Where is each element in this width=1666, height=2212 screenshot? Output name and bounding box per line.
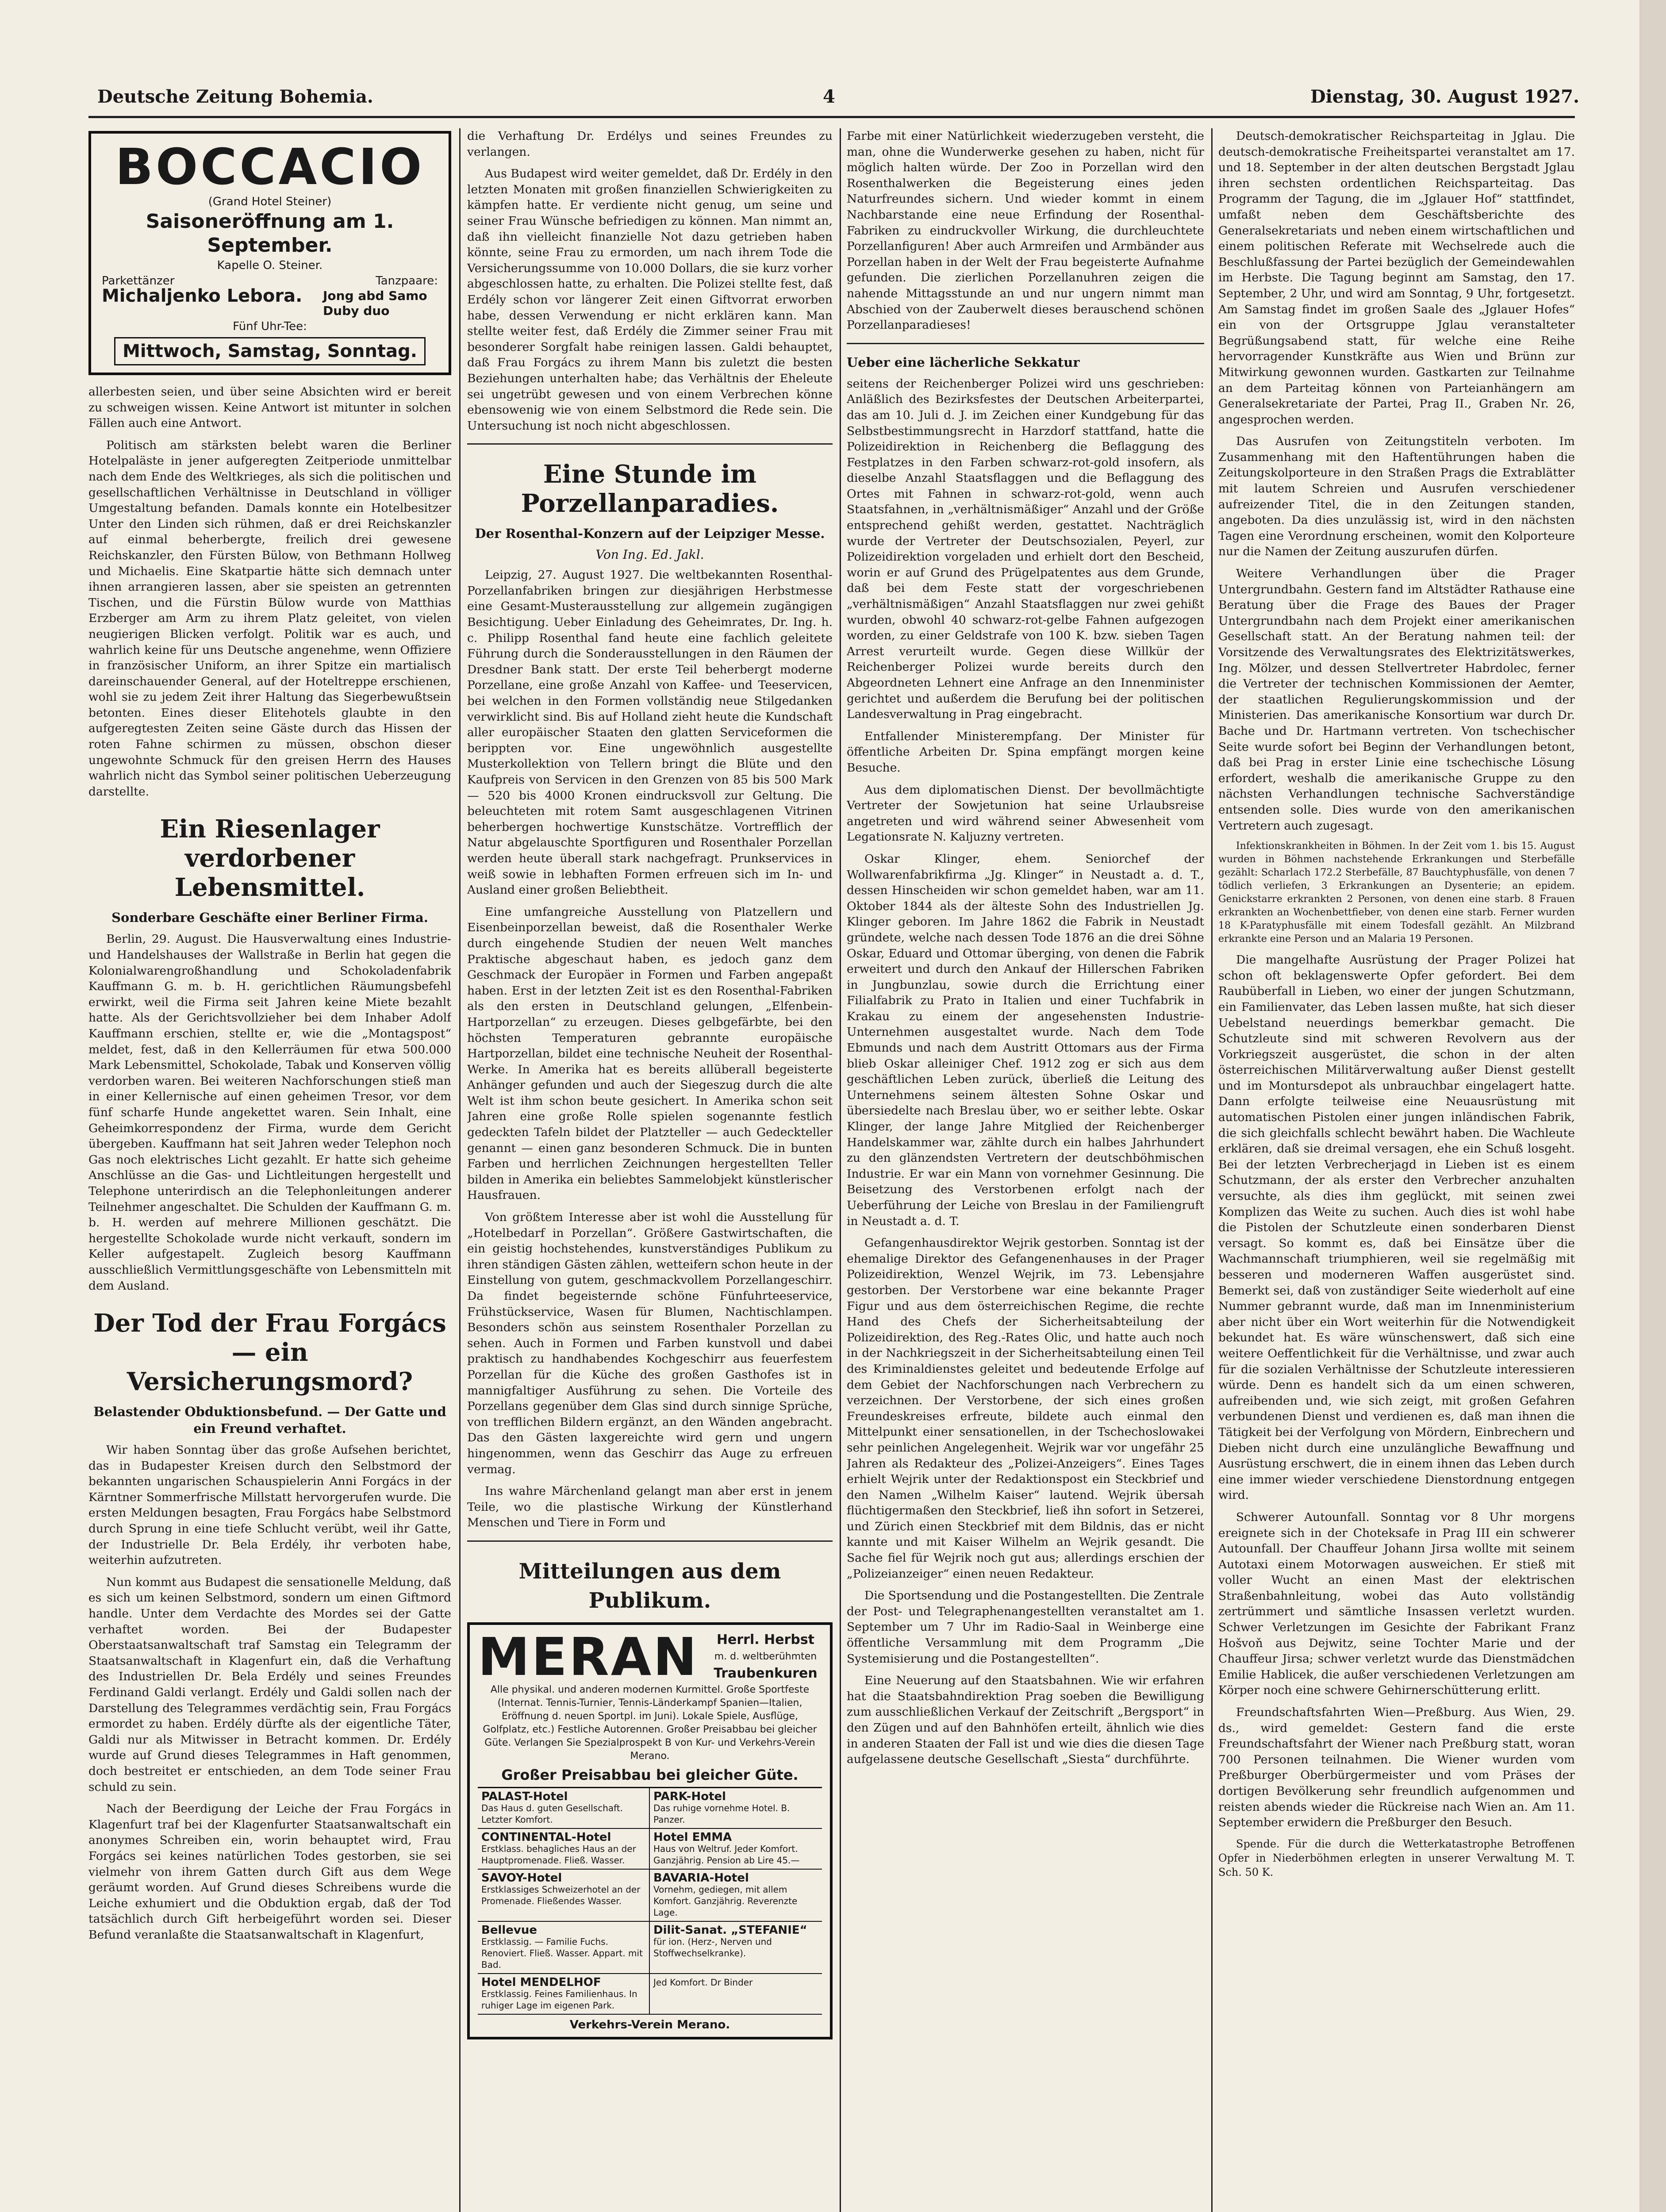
section-headline: Mitteilungen aus dem Publikum. [518,1559,781,1613]
page-edge [1639,0,1666,2212]
hotel-desc: für ion. (Herz-, Nerven und Stoffwechselkranke). [653,1936,772,1959]
hotel-name: BAVARIA-Hotel [653,1871,749,1885]
column-2 [467,128,833,2212]
paragraph: Die Sportsendung und die Postangestellten. Die Zentrale der Post- und Telegraphenangestellten veranstaltet am 1. September um 7 Uhr im Radio-Saal in Weinberge eine öffentliche Versammlung mit dem Programm „Die Systemisierung und die Postangestellten“. [847,1589,1204,1666]
paragraph: Weitere Verhandlungen über die Prager Untergrundbahn. Gestern fand im Altstädter Rathause eine Beratung über die Frage des Baues der Prager Untergrundbahn nach dem Projekt einer amerikanischen Gesellschaft statt. An der Beratung nahmen teil: der Vorsitzende des Verwaltungsrates des Elektrizitätswerkes, Ing. Mölzer, und dessen Stellvertreter Habrdolec, ferner die Vertreter der technischen Kommissionen der Aemter, der staatlichen Regulierungskommission und der Ministerien. Das amerikanische Konsortium war durch Dr. Bache und Dr. Hartmann vertreten. Von tschechischer Seite wurde sofort bei Beginn der Verhandlungen betont, daß bei Prag in erster Linie eine tschechische Lösung erfordert, weshalb die amerikanische Gruppe zu den nächsten Verhandlungen technische Sachverständige entsenden solle. Dies wurde von den amerikanischen Vertretern auch zugesagt. [1218,567,1575,833]
hotel-grid [478,1787,822,2015]
paragraph: Schwerer Autounfall. Sonntag vor 8 Uhr morgens ereignete sich in der Choteksafe in Prag III ein schwerer Autounfall. Der Chauffeur Johann Jirsa wollte mit seinem Autotaxi einem Motorwagen ausweichen. Er stieß mit voller Wucht an einen Mast der elektrischen Straßenbahnleitung, wobei das Auto vollständig zertrümmert und sämtliche Insassen verletzt wurden. Schwer Verletzungen im Gesichte der Fabrikant Franz Hošvoň aus Dejwitz, seine Tochter Marie und der Chauffeur Jirsa; schwer verletzt wurde das Dienstmädchen Emilie Hablicek, die außer verschiedenen Verletzungen am Körper noch eine schwere Gehirnerschütterung erlitt. [1218,1510,1575,1697]
paragraph: Farbe mit einer Natürlichkeit wiederzugeben versteht, die man, ohne die Wunderwerke gesehen zu haben, nicht für möglich halten würde. Der Zoo in Porzellan wird den Rosenthalwerken die Begeisterung eines jeden Naturfreundes sichern. Und wieder kommt in einem Nachbarstande eine neue Erfindung der Rosenthal-Fabriken zu eindruckvoller Wirkung, die durchleuchtete Porzellanfiguren! Aber auch Armreifen und Armbänder aus Porzellan haben in der Welt der Frau begeisterte Aufnahme gefunden. Die zierlichen Porzellanuhren zeigen die nahende Mittagsstunde an und nur ungern nimmt man Abschied von der Zauberwelt dieses berauschend schönen Porzellanparadieses! [847,129,1204,332]
hotel-cell [478,1788,650,1829]
hotel-desc: Jed Komfort. Dr Binder [653,1977,753,1988]
paragraph: Nun kommt aus Budapest die sensationelle Meldung, daß es sich um keinen Selbstmord, sondern um einen Giftmord handle. Unter dem Verdachte des Mordes sei der Gatte verhaftet worden. Bei der Budapester Oberstaatsanwaltschaft traf Samstag ein Telegramm der Staatsanwaltschaft in Klagenfurt ein, daß die Verhaftung des Industriellen Dr. Bela Erdély und seines Freundes Ferdinand Galdi verlangt. Erdély und Galdi sollen nach der Darstellung des Telegrammes verdächtig sein, Frau Forgács ermordet zu haben. Erdély dürfte als der eigentliche Täter, Galdi nur als Mitwisser in Betracht kommen. Dr. Erdély wurde auf Grund dieses Telegrammes in Haft genommen, doch bestreitet er entschieden, an dem Tode seiner Frau schuld zu sein. [88,1575,451,1794]
meran-r3: Traubenkuren [714,1665,818,1681]
hotel-name: Bellevue [481,1923,537,1937]
hotel-cell [478,1870,650,1922]
ad-right-2: Jong abd Samo Duby duo [323,288,427,318]
paragraph: Von größtem Interesse aber ist wohl die Ausstellung für „Hotelbedarf in Porzellan“. Größere Gastwirtschaften, die ein geistig hochstehendes, kunstverständiges Publikum zu ihren ständigen Gästen zählen, wetteifern schon heute in der Einstellung von gutem, geschmackvollem Porzellangeschirr. Da findet begeisternde schöne Fünfuhrteeservice, Frühstückservice, Wasen für Blumen, Nachtischlampen. Besonders schön aus seinstem Rosenthaler Porzellan zu sehen. Auch in Formen und Farben kunstvoll und dabei praktisch zu handhabendes Kochgeschirr aus feuerfestem Porzellan für die Küche des großen Gasthofes ist in mannigfaltiger Ausführung zu sehen. Die Vorteile des Porzellans gegenüber dem Glas sind durch sinnige Sprüche, von trefflichen Bildern ergänzt, an den Wänden angebracht. Das den Gästen laxgereichte wird gern und ungern hingenommen, wenn das Geschirr das Auge zu erfreuen vermag. [467,1210,833,1476]
ad-title: BOCCACIO [115,138,425,196]
column-3 [847,128,1204,2212]
column-rule [840,128,841,2212]
section-divider [467,443,833,445]
ad-subtitle: (Grand Hotel Steiner) [208,195,332,208]
hotel-desc: Erstklass. behagliches Haus an der Hauptpromenade. Fließ. Wasser. [481,1843,636,1866]
paragraph: Berlin, 29. August. Die Hausverwaltung eines Industrie- und Handelshauses der Wallstraße in Berlin hat gegen die Kolonialwarengroßhandlung und Schokoladenfabrik Kauffmann G. m. b. H. gerichtlichen Räumungsbefehl erwirkt, weil die Firma seit Jahren keine Miete bezahlt hatte. Als der Gerichtsvollzieher bei dem Inhaber Adolf Kauffmann erschien, stellte er, wie die „Montagspost“ meldet, fest, daß in den Kellerräumen für etwa 500.000 Mark Lebensmittel, Schokolade, Tabak und Konserven völlig verdorben waren. Bei weiteren Nachforschungen stieß man in einer Kellernische auf einen geheimen Tresor, vor dem fünf scharfe Hunde angekettet waren. Sein Inhalt, eine Geheimkorrespondenz der Firma, wurde dem Gericht übergeben. Kauffmann hat seit Jahren weder Telephon noch Gas noch elektrisches Licht gezahlt. Er hatte sich geheime Anschlüsse an die Gas- und Lichtleitungen hergestellt und Telephone unterirdisch an die Telephonleitungen anderer Teilnehmer angeschaltet. Die Schulden der Kauffmann G. m. b. H. werden auf mehrere Millionen geschätzt. Die hergestellte Schokolade wurde nicht verkauft, sondern im Keller aufgestapelt. Zugleich besorg Kauffmann ausschließlich Vermittlungsgeschäfte von Lebensmitteln mit dem Ausland. [88,932,451,1293]
hotel-name: Dilit-Sanat. „STEFANIE“ [653,1923,807,1937]
paragraph: Nach der Beerdigung der Leiche der Frau Forgács in Klagenfurt traf bei der Klagenfurter Staatsanwaltschaft ein anonymes Schreiben ein, worin behauptet wird, Frau Forgács sei keines natürlichen Todes gestorben, sie sei vielmehr von ihrem Gatten durch Gift aus dem Wege geräumt worden. Auf Grund dieses Schreibens wurde die Leiche exhumiert und die Obduktion ergab, daß der Tod tatsächlich durch Gift herbeigeführt worden sei. Dieser Befund veranlaßte die Staatsanwaltschaft in Klagenfurt, [88,1802,451,1942]
hotel-cell [478,1922,650,1974]
paragraph: Das Ausrufen von Zeitungstiteln verboten. Im Zusammenhang mit den Haftentührungen haben die Zeitungskolporteure in den Straßen Prags die Extrablätter mit lautem Schreien und Ausrufen verschiedener aufreizender Titel, die in den Zeitungen standen, angeboten. Da dies unzulässig ist, wird in den nächsten Tagen eine Verordnung erscheinen, womit den Kolporteure nur die Namen der Zeitung auszurufen dürfen. [1218,434,1575,559]
hotel-name: PALAST-Hotel [481,1790,568,1803]
column-4 [1218,128,1575,2212]
ad-band: Kapelle O. Steiner. [217,259,323,272]
paragraph: die Verhaftung Dr. Erdélys und seines Freundes zu verlangen. [467,129,833,159]
page-number: 4 [823,86,835,107]
paragraph: seitens der Reichenberger Polizei wird uns geschrieben: Anläßlich des Bezirksfestes der Deutschen Arbeiterpartei, das am 10. Juli d. J. im Zeichen einer Kundgebung für das Selbstbestimmungsrecht in Harzdorf stattfand, hatte die Polizeidirektion in Reichenberg die Beflaggung des Festplatzes in den Farben schwarz-rot-gold insofern, als dieselbe Anzahl Staatsflaggen und die Beflaggung des Ortes mit Fahnen in schwarz-rot-gold, wenn auch Staatsfahnen, in „verhältnismäßiger“ Anzahl und der Größe entsprechend gehißt werden, gestattet. Nachträglich wurde der Vertreter der Deutschsozialen, Peyerl, zur Polizeidirektion vorgeladen und erhielt dort den Bescheid, worin er auf Grund des Prügelpatentes aus dem Grunde, daß bei dem Feste statt der vorgeschriebenen „verhältnismäßigen“ Anzahl Staatsflaggen nur zwei gehißt wurden, obwohl 40 schwarz-rot-gelbe Fahnen aufgezogen worden, zu einer Geldstrafe von 100 K. bzw. sieben Tagen Arrest verurteilt wurde. Gegen diese Willkür der Reichenberger Polizei wurde bereits durch den Abgeordneten Lehnert eine Anfrage an den Innenminister gerichtet und außerdem die Berufung bei der politischen Landesverwaltung in Prag eingebracht. [847,376,1204,722]
article-headline: Ein Riesenlager verdorbener Lebensmittel. [160,814,380,902]
paragraph: Wir haben Sonntag über das große Aufsehen berichtet, das in Budapester Kreisen durch den Selbstmord der bekannten ungarischen Schauspielerin Anni Forgács in der Kärntner Sommerfrische Millstatt hervorgerufen wurde. Die ersten Meldungen besagten, Frau Forgács habe Selbstmord durch Sprung in eine tiefe Schlucht verübt, weil ihr Gatte, der Industrielle Dr. Bela Erdély, ihr verboten habe, weiterhin aufzutreten. [88,1443,451,1567]
article-headline: Eine Stunde im Porzellanparadies. [521,460,779,518]
hotel-cell [650,1788,822,1829]
hotel-name: PARK-Hotel [653,1790,726,1803]
paragraph: Politisch am stärksten belebt waren die Berliner Hotelpaläste in jener aufgeregten Zeitperiode unmittelbar nach dem Ende des Weltkrieges, als sich die politischen und gesellschaftlichen Verhältnisse in Deutschland in völliger Umgestaltung befanden. Damals konnte ein Hotelbesitzer Unter den Linden sich rühmen, daß er drei Reichskanzler auf einmal beherbergte, freilich drei gewesene Reichskanzler, den Fürsten Bülow, von Bethmann Hollweg und Michaelis. Eine Skatpartie hätte sich demnach unter ihnen arrangieren lassen, aber sie speisten an getrennten Tischen, und die Fürstin Bülow wurde von Matthias Erzberger am Arm zu ihrem Platz geleitet, von vielen neugierigen Blicken verfolgt. Politik war es auch, und wahrlich keine für uns Deutsche angenehme, wenn Offiziere in französischer Uniform, an ihrer Spitze ein martialisch dareinschauender General, auf der Hoteltreppe erschienen, wohl sie zu jedem Zeit ihrer Haltung das Siegerbewußtsein betonten. Eines dieser Elitehotels glaubte in den aufgeregtesten Zeiten seine Gäste durch das Hissen der roten Fahne schirmen zu müssen, obschon dieser ungewohnte Schmuck für den greisen Herrn des Hauses wahrlich nicht das Symbol seiner politischen Ueberzeugung darstellte. [88,438,451,799]
paragraph: Aus dem diplomatischen Dienst. Der bevollmächtigte Vertreter der Sowjetunion hat seine Urlaubsreise angetreten und wird während seiner Abwesenheit vom Legationsrate N. Kaljuzny vertreten. [847,783,1204,844]
meran-prize: Großer Preisabbau bei gleicher Güte. [501,1766,798,1783]
hotel-desc: Das ruhige vornehme Hotel. B. Panzer. [653,1802,790,1825]
hotel-desc: Erstklassiges Schweizerhotel an der Promenade. Fließendes Wasser. [481,1884,641,1906]
paragraph: Oskar Klinger, ehem. Seniorchef der Wollwarenfabrikfirma „Jg. Klinger“ in Neustadt a. d. T., dessen Hinscheiden wir schon gemeldet haben, war am 11. Oktober 1844 als der älteste Sohn des Industriellen Jg. Klinger geboren. Im Jahre 1862 die Fabrik in Neustadt gründete, welche nach dessen Tode 1876 an die drei Söhne Oskar, Eduard und Ottomar überging, von denen die Fabrik erweitert und durch den Ankauf der Hillerschen Fabriken in Jungbunzlau, sowie durch die Errichtung einer Filialfabrik zu Prato in Italien und einer Tuchfabrik in Krakau zu einem der angesehensten Industrie-Unternehmen ausgestaltet wurde. Nach dem Tode Ebmunds und nach dem Austritt Ottomars aus der Firma blieb Oskar alleiniger Chef. 1912 zog er sich aus dem geschäftlichen Leben zurück, überließ die Leitung des Unternehmens seinem ältesten Sohne Oskar und übersiedelte nach Breslau über, wo er seither lebte. Oskar Klinger, der lange Jahre Mitglied der Reichenberger Handelskammer war, zählte durch ein halbes Jahrhundert zu den glänzendsten Vertretern der deutschböhmischen Industrie. Er war ein Mann von vornehmer Gesinnung. Die Beisetzung des Verstorbenen erfolgt nach der Ueberführung der Leiche von Breslau in der Familiengruft in Neustadt a. d. T. [847,852,1204,1228]
ad-row [102,288,438,319]
hotel-desc: Haus von Weltruf. Jeder Komfort. Ganzjährig. Pension ab Lire 45.— [653,1843,800,1866]
section-divider [467,1540,833,1542]
paragraph: allerbesten seien, und über seine Absichten wird er bereit zu schweigen wissen. Keine Antwort ist mitunter in solchen Fällen auch eine Antwort. [88,385,451,430]
masthead: Deutsche Zeitung Bohemia. [97,86,373,107]
issue-date: Dienstag, 30. August 1927. [1310,86,1579,107]
paragraph: Deutsch-demokratischer Reichsparteitag in Jglau. Die deutsch-demokratische Freiheitspartei veranstaltet am 17. und 18. September in der alten deutschen Bergstadt Jglau ihren sechsten ordentlichen Reichsparteitag. Das Programm der Tagung, die im „Jglauer Hof“ stattfindet, umfaßt neben dem Geschäftsberichte des Generalsekretariats und neben einem wirtschaftlichen und einem politischen Referate mit Wechselrede auch die Beschlußfassung der Partei bezüglich der Gemeindewahlen im Herbste. Die Tagung beginnt am Samstag, den 17. September, 2 Uhr, und wird am Sonntag, 9 Uhr, fortgesetzt. Am Samstag findet im großen Saale des „Jglauer Hofes“ ein von der Ortsgruppe Jglau veranstalteter Begrüßungsabend statt, für welche eine Reihe hervorragender Kunstkräfte aus Wien und Brünn zur Mitwirkung gewonnen wurden. Gastkarten zur Teilnahme an dem Parteitag können von Parteianhängern am Generalsekretariate der Partei, Prag II., Graben Nr. 26, angesprochen werden. [1218,129,1575,426]
column-1 [88,128,451,2212]
hotel-cell [650,1870,822,1922]
paragraph: Ins wahre Märchenland gelangt man aber erst in jenem Teile, wo die plastische Wirkung der Künstlerhand Menschen und Tiere in Form und [467,1484,833,1530]
hotel-name: Hotel EMMA [653,1830,732,1844]
header-rule [88,116,1575,118]
ad-left-2: Michaljenko Lebora. [102,286,303,306]
hotel-cell [650,1829,822,1870]
ad-tea: Fünf Uhr-Tee: [233,320,307,333]
meran-text: Alle physikal. und anderen modernen Kurmittel. Große Sportfeste (Internat. Tennis-Turnier, Tennis-Länderkampf Spanien—Italien, Eröffnung d. neuen Sportpl. im Juni). Lokale Spiele, Ausflüge, Golfplatz, etc.) Festliche Autorennen. Großer Preisabbau bei gleicher Güte. Verlangen Sie Spezialprospekt B von Kur- und Verkehrs-Verein Merano. [483,1684,817,1762]
hotel-cell [478,1829,650,1870]
meran-r1: Herrl. Herbst [716,1632,815,1647]
article-subhead: Sonderbare Geschäfte einer Berliner Firma. [111,910,428,926]
column-rule [459,128,461,2212]
paragraph: Freundschaftsfahrten Wien—Preßburg. Aus Wien, 29. ds., wird gemeldet: Gestern fand die erste Freundschaftsfahrt der Wiener nach Preßburg statt, woran 700 Personen teilnahmen. Die Wiener wurden vom Preßburger Oberbürgermeister und vom Präses der dortigen Bevölkerung sehr freundlich aufgenommen und reisten abends wieder die Rückreise nach Wien an. Am 11. September erwidern die Preßburger den Besuch. [1218,1705,1575,1830]
ad-left-1: Parkettänzer [102,274,175,288]
paragraph: Eine Neuerung auf den Staatsbahnen. Wie wir erfahren hat die Staatsbahndirektion Prag soeben die Bewilligung zum ausschließlichen Verkauf der Zeitschrift „Bergsport“ in den Zügen und auf den Bahnhöfen erteilt, ähnlich wie dies in anderen Staaten der Fall ist und wie dies die diesen Tage aufgelassene deutsche Gesellschaft „Siesta“ durchführte. [847,1674,1204,1767]
paragraph: Spende. Für die durch die Wetterkatastrophe Betroffenen Opfer in Niederböhmen erlegten in unserer Verwaltung M. T. Sch. 50 K. [1218,1837,1575,1878]
meran-logo: MERAN [478,1626,699,1687]
paragraph: Gefangenhausdirektor Wejrik gestorben. Sonntag ist der ehemalige Direktor des Gefangenenhauses in der Prager Polizeidirektion, Wenzel Wejrik, im 73. Lebensjahre gestorben. Der Verstorbene war eine bekannte Prager Figur und aus dem österreichischen Regime, die rechte Hand des Chefs der Sicherheitsabteilung der Polizeidirektion, des Reg.-Rates Olic, und hatte auch noch in der Nachkriegszeit in der Sicherheitsabteilung einen Teil des Kriminaldienstes geleitet und bedeutende Erfolge auf dem Gebiet der Nachforschungen nach Verbrechern zu verzeichnen. Der Verstorbene, der sich eines großen Freundeskreises erfreute, bildete auch einmal den Mittelpunkt einer sensationellen, in der Tschechoslowakei sehr peinlichen Angelegenheit. Wejrik war vor ungefähr 25 Jahren als Redakteur des „Polizei-Anzeigers“. Eines Tages erhielt Wejrik unter der Redaktionspost ein Steckbrief und den Namen „Wilhelm Kaiser“ lautend. Wejrik übersah flüchtigermaßen den Steckbrief, ließ ihn sofort in Setzerei, und Zürich einen Steckbrief mit dem Bildnis, das er nicht kannte und mit Kaiser Wilhelm an Wejrik gesandt. Die Sache fiel für Wejrik noch gut aus; allerdings erschien der „Polizeianzeiger“ einen neuen Redakteur. [847,1236,1204,1581]
article-subhead: Belastender Obduktionsbefund. — Der Gatte und ein Freund verhaftet. [93,1404,446,1436]
hotel-cell [650,1974,822,2015]
meran-tagline [709,1632,822,1682]
hotel-desc: Erstklassig. — Familie Fuchs. Renoviert. Fließ. Wasser. Appart. mit Bad. [481,1936,643,1970]
hotel-desc: Das Haus d. guten Gesellschaft. Letzter Komfort. [481,1802,623,1825]
hotel-name: Hotel MENDELHOF [481,1975,601,1989]
paragraph: Die mangelhafte Ausrüstung der Prager Polizei hat schon oft beklagenswerte Opfer gefordert. Bei dem Raubüberfall in Lieben, wo einer der jungen Schutzmann, ein Familienvater, das Leben lassen mußte, hat sich dieser Uebelstand neuerdings bemerkbar gemacht. Die Schutzleute sind mit schweren Revolvern aus der Vorkriegszeit ausgerüstet, die schon in der alten österreichischen Militärverwaltung außer Dienst gestellt und im Montursdepot als unbrauchbar eingelagert hatte. Dann erfolgte teilweise eine Neuausrüstung mit automatischen Pistolen einer jungen inländischen Fabrik, die sich gleichfalls schlecht bewährt haben. Die Wachleute erklären, daß sie dreimal versagen, ehe ein Schuß losgeht. Bei der letzten Verbrecherjagd in Lieben ist es einem Schutzmann, der als erster den Verbrecher anzuhalten versuchte, als dies ihm geglückt, mit seinen zwei Komplizen das Weite zu suchen. Auch dies ist wohl habe die Pistolen der Schutzleute einen sonderbaren Dienst versagt. So kommt es, daß bei Einsätze über die Wachmannschaft triumphieren, weil sie regelmäßig mit besseren und moderneren Waffen ausgerüstet sind. Bemerkt sei, daß von zuständiger Seite wiederholt auf eine Nummer gebrannt wurde, daß man im Innenministerium aber nicht über ein Wort weiterhin für die Notwendigkeit bekundet hat. Es wäre wünschenswert, daß sich eine weitere Oeffentlichkeit für die Verhältnisse, und zwar auch für die sozialen Verhältnisse der Schutzleute interessieren würde. Denn es handelt sich da um einen schweren, aufreibenden und, wie sich zeigt, mit großen Gefahren verbundenen Dienst und verdienen es, daß man ihnen die Tätigkeit bei der Verfolgung von Mördern, Einbrechern und Dieben nicht durch eine unzulängliche Bewaffnung und Ausrüstung erschwert, die in einem ihnen das Leben durch eine immer wieder verschiedene Dienstordnung entgegen wird. [1218,953,1575,1502]
hotel-desc: Erstklassig. Feines Familienhaus. In ruhiger Lage im eigenen Park. [481,1988,637,2011]
hotel-cell [650,1922,822,1974]
article-subhead: Der Rosenthal-Konzern auf der Leipziger Messe. [475,526,825,541]
article-headline: Der Tod der Frau Forgács — ein Versicherungsmord? [93,1309,446,1397]
boccacio-ad [88,131,451,375]
column-rule [1211,128,1213,2212]
byline: Von Ing. Ed. Jakl. [595,547,704,562]
ad-days: Mittwoch, Samstag, Sonntag. [114,337,426,365]
hotel-name: CONTINENTAL-Hotel [481,1830,611,1844]
meran-r2: m. d. weltberühmten [714,1651,817,1662]
ad-right-1: Tanzpaare: [376,274,438,288]
paragraph: Eine umfangreiche Ausstellung von Platzellern und Eisenbeinporzellan beweist, daß die Rosenthaler Werke durch eingehende Studien der neuen Welt manches Praktische abgeschaut haben, es jedoch ganz dem Geschmack der Europäer in Formen und Farben angepaßt haben. Erst in der letzten Zeit ist es den Rosenthal-Fabriken als den ersten in Deutschland gelungen, „Elfenbein-Hartporzellan“ zu erzeugen. Dieses gelbgefärbte, bei den höchsten Temperaturen gebrannte europäische Hartporzellan, bildet eine technische Neuheit der Rosenthal-Werke. In Amerika hat es bereits allüberall begeisterte Anhänger gefunden und auch der Siegeszug durch die alte Welt ist ihm schon beute gesichert. In Amerika schon seit Jahren eine große Rolle spielen sogenannte festlich gedeckten Tafeln bildet der Platzteller — auch Gedeckteller genannt — einen ganz besonderen Schmuck. Die in bunten Farben und herrlichen Zeichnungen hergestellten Teller bilden in Amerika ein beliebtes Sammelobjekt künstlerischer Hausfrauen. [467,905,833,1202]
meran-ad [467,1622,833,2039]
article-headline: Ueber eine lächerliche Sekkatur [847,354,1080,370]
ad-season: Saisoneröffnung am 1. September. [146,210,394,257]
hotel-name: SAVOY-Hotel [481,1871,562,1885]
paragraph: Infektionskrankheiten in Böhmen. In der Zeit vom 1. bis 15. August wurden in Böhmen nachstehende Erkrankungen und Sterbefälle gezählt: Scharlach 172.2 Sterbefälle, 87 Bauchtyphusfälle, von denen 7 tödlich verliefen, 3 Erkrankungen an Dysenterie; an epidem. Genickstarre erkrankten 2 Personen, von denen eine starb. 8 Frauen erkrankten an Wochenbettfieber, von denen eine starb. Ferner wurden 18 K-Paratyphusfälle mit einem Todesfall gezählt. An Milzbrand erkrankte eine Person und an Malaria 19 Personen. [1218,841,1575,945]
meran-footer: Verkehrs-Verein Merano. [569,2018,730,2032]
hotel-desc: Vornehm, gediegen, mit allem Komfort. Ganzjährig. Reverenzte Lage. [653,1884,798,1918]
paragraph: Entfallender Ministerempfang. Der Minister für öffentliche Arbeiten Dr. Spina empfängt morgen keine Besuche. [847,729,1204,775]
meran-top [478,1626,822,1687]
hotel-cell [478,1974,650,2015]
paragraph: Leipzig, 27. August 1927. Die weltbekannten Rosenthal-Porzellanfabriken bringen zur diesjährigen Herbstmesse eine Gesamt-Musterausstellung zur allgemein zugängigen Besichtigung. Ueber Einladung des Geheimrates, Dr. Ing. h. c. Philipp Rosenthal fand heute eine fachlich geleitete Führung durch die Sonderausstellungen in den Räumen der Dresdner Bank statt. Der erste Teil beherbergt moderne Porzellane, eine große Anzahl von Kaffee- und Teeservicen, bei welchen in den Formen vollständig neue Stilgedanken verwirklicht sind. Bis auf Holland zieht heute die Kundschaft aller europäischer Staaten den glatten Serviceformen die berippten vor. Eine ungewöhnlich ausgestellte Musterkollektion von Tellern bringt die Blüte und den Kaufpreis von Servicen in den Grenzen von 85 bis 500 Mark — 520 bis 4000 Kronen eindrucksvoll zur Geltung. Die beleuchteten mit rotem Samt ausgeschlagenen Vitrinen beherbergen hochwertige Kunstschätze. Vortrefflich der Natur abgelauschte Sportfiguren und Rosenthaler Porzellan werden heute überall stark nachgefragt. Prunkservices in weiß sowie in lebhaften Formen erfreuen sich im In- und Ausland einer großen Beliebtheit. [467,568,833,897]
section-divider [847,343,1204,344]
page-header [97,86,1579,117]
paragraph: Aus Budapest wird weiter gemeldet, daß Dr. Erdély in den letzten Monaten mit großen finanziellen Schwierigkeiten zu kämpfen hatte. Er verdiente nicht genug, um seine und seiner Frau Wünsche befriedigen zu können. Man nimmt an, daß ihn vielleicht finanzielle Not dazu getrieben haben könnte, seine Frau zu ermorden, um nach ihrem Tode die Versicherungssumme von 10.000 Dollars, die sie kurz vorher abgeschlossen hatte, zu erhalten. Die Polizei stellte fest, daß Erdély schon vor längerer Zeit einen Giftvorrat erworben habe, dessen Verwendung er nicht erklären kann. Man stellte weiter fest, daß Erdély die Zimmer seiner Frau mit besonderer Sorgfalt habe reinigen lassen. Galdi behauptet, daß Frau Forgács zu ihrem Mann bis zuletzt die besten Beziehungen unterhalten habe; das Verhältnis der Eheleute sei ungetrübt gewesen und von einem Verbrechen könne ebensowenig wie von einem Selbstmord die Rede sein. Die Untersuchung ist noch nicht abgeschlossen. [467,167,833,433]
